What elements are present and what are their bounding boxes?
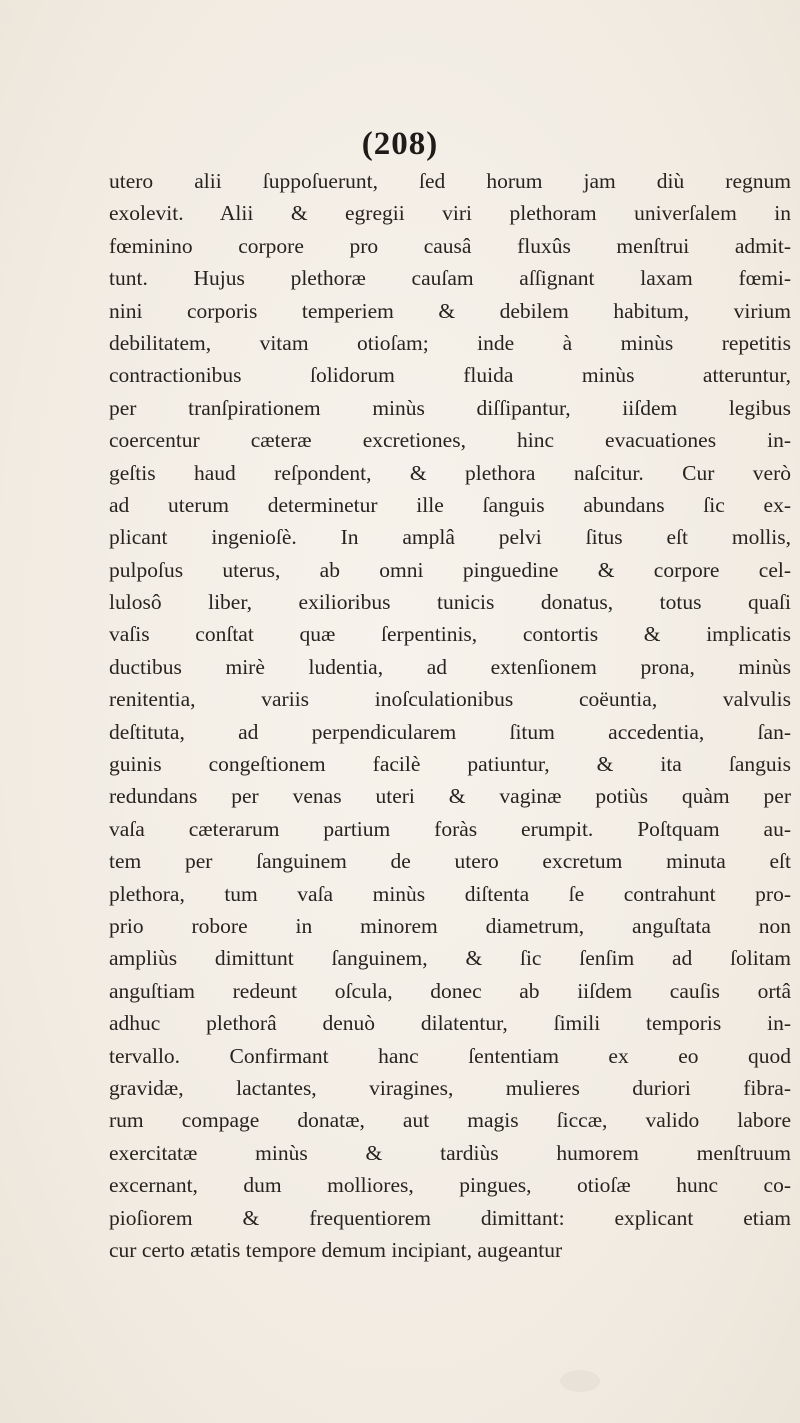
text-line: ductibus mirè ludentia, ad extenſionem prona, minùs xyxy=(109,654,791,679)
text-line: redundans per venas uteri & vaginæ potiùs quàm per xyxy=(109,784,791,809)
text-line: gravidæ, lactantes, viragines, mulieres duriori fibra- xyxy=(109,1075,791,1100)
text-line: pioſiorem & frequentiorem dimittant: explicant etiam xyxy=(109,1205,791,1230)
text-line: ad uterum determinetur ille ſanguis abundans ſic ex- xyxy=(109,492,791,517)
text-line: utero alii ſuppoſuerunt, ſed horum jam diù regnum xyxy=(109,169,791,193)
text-line: per tranſpirationem minùs diſſipantur, iiſdem legibus xyxy=(109,395,791,420)
text-line: contractionibus ſolidorum fluida minùs atteruntur, xyxy=(109,363,791,388)
text-line: lulosô liber, exilioribus tunicis donatus, totus quaſi xyxy=(109,590,791,615)
paper-stain xyxy=(560,1370,600,1392)
text-line: ampliùs dimittunt ſanguinem, & ſic ſenſim ad ſolitam xyxy=(109,946,791,971)
text-line: exolevit. Alii & egregii viri plethoram univerſalem in xyxy=(109,201,791,226)
text-line: tunt. Hujus plethoræ cauſam aſſignant laxam fœmi- xyxy=(109,266,791,291)
text-line: cur certo ætatis tempore demum incipiant, augeantur xyxy=(109,1237,563,1262)
text-line: guinis congeſtionem facilè patiuntur, & ita ſanguis xyxy=(109,752,791,777)
text-line: vaſa cæterarum partium foràs erumpit. Poſtquam au- xyxy=(109,816,791,841)
text-line: exercitatæ minùs & tardiùs humorem menſtruum xyxy=(109,1140,791,1165)
text-line: debilitatem, vitam otioſam; inde à minùs repetitis xyxy=(109,330,791,355)
text-line: pulpoſus uterus, ab omni pinguedine & corpore cel- xyxy=(109,557,791,582)
page-number: (208) xyxy=(361,126,439,162)
text-line: adhuc plethorâ denuò dilatentur, ſimili temporis in- xyxy=(109,1011,791,1036)
text-line: renitentia, variis inoſculationibus coëuntia, valvulis xyxy=(109,687,791,712)
text-line: deſtituta, ad perpendicularem ſitum accedentia, ſan- xyxy=(109,719,791,744)
text-line: tem per ſanguinem de utero excretum minuta eſt xyxy=(109,849,791,874)
text-line: vaſis conſtat quæ ſerpentinis, contortis & implicatis xyxy=(109,622,791,647)
text-line: nini corporis temperiem & debilem habitum, virium xyxy=(109,298,791,323)
text-line: geſtis haud reſpondent, & plethora naſcitur. Cur verò xyxy=(109,460,791,485)
text-line: prio robore in minorem diametrum, anguſtata non xyxy=(109,913,791,938)
text-line: fœminino corpore pro causâ fluxûs menſtrui admit- xyxy=(109,233,791,258)
text-line: plicant ingenioſè. In amplâ pelvi ſitus eſt mollis, xyxy=(109,525,791,550)
body-text xyxy=(109,165,791,1266)
text-line: coercentur cæteræ excretiones, hinc evacuationes in- xyxy=(109,428,791,453)
text-line: anguſtiam redeunt oſcula, donec ab iiſdem cauſis ortâ xyxy=(109,978,791,1003)
text-line: tervallo. Confirmant hanc ſententiam ex eo quod xyxy=(109,1043,791,1068)
text-line: excernant, dum molliores, pingues, otioſæ hunc co- xyxy=(109,1173,791,1198)
text-line: rum compage donatæ, aut magis ſiccæ, valido labore xyxy=(109,1108,791,1133)
text-line: plethora, tum vaſa minùs diſtenta ſe contrahunt pro- xyxy=(109,881,791,906)
